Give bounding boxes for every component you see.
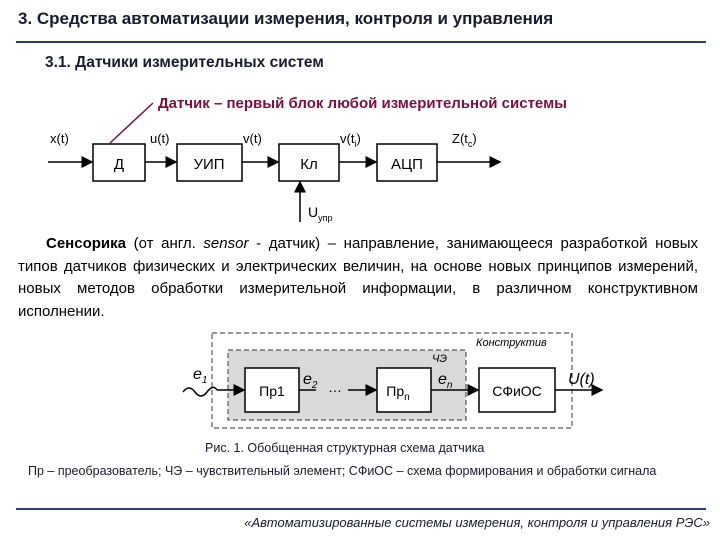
- signal-control: $U_{упр}$: [308, 204, 333, 223]
- abbreviation-legend: Пр – преобразователь; ЧЭ – чувствительный элемент; СФиОС – схема формирования и обработки сигнала: [28, 464, 657, 478]
- chain-dots: …: [328, 379, 342, 395]
- sensitive-label: ЧЭ: [432, 353, 448, 365]
- signal-z: $Z(t_c)$: [452, 131, 477, 149]
- block-adc-label: АЦП: [391, 156, 423, 173]
- sensor-callout: Датчик – первый блок любой измерительной системы: [158, 95, 567, 112]
- course-footer: «Автоматизированные системы измерения, контроля и управления РЭС»: [244, 515, 710, 530]
- section-subtitle: 3.1. Датчики измерительных систем: [45, 54, 324, 71]
- signal-e2: $e_2$: [303, 371, 318, 391]
- measurement-chain-diagram: [0, 80, 720, 230]
- signal-x: x(t): [50, 131, 69, 146]
- signal-u: u(t): [150, 131, 170, 146]
- block-uip-label: УИП: [193, 156, 225, 173]
- callout-pointer: [110, 103, 153, 143]
- term-sensorics: Сенсорика: [46, 235, 126, 252]
- definition-paragraph: [18, 233, 698, 323]
- sensor-structure-diagram: [178, 330, 608, 438]
- block-pr1-label: Пр1: [259, 383, 285, 399]
- bottom-divider: [16, 508, 706, 510]
- construct-label: Конструктив: [476, 337, 547, 349]
- signal-vti: $v(t_i)$: [340, 131, 361, 149]
- paragraph-text-rest: - датчик) – направление, занимающееся разработкой новых типов датчиков физических и электрических величин, на основе новых принципов измерений, новых методов обработки измерительной информации, в различном конструктивном исполнении.: [18, 235, 698, 320]
- slide-title: 3. Средства автоматизации измерения, контроля и управления: [18, 9, 554, 28]
- top-divider: [16, 41, 706, 43]
- block-sfios-label: СФиОС: [492, 383, 542, 399]
- block-sensor-label: Д: [113, 156, 125, 173]
- signal-v: v(t): [243, 131, 262, 146]
- figure-caption: Рис. 1. Обобщенная структурная схема датчика: [205, 441, 485, 455]
- block-switch-label: Кл: [300, 156, 318, 173]
- signal-output: U(t): [568, 371, 595, 388]
- paragraph-text-open: (от англ.: [125, 235, 204, 252]
- signal-e1: $e_1$: [193, 366, 208, 386]
- term-english: sensor: [203, 235, 249, 252]
- block-prn-label: $Пр_n$: [386, 383, 410, 403]
- signal-en: $e_n$: [438, 371, 453, 391]
